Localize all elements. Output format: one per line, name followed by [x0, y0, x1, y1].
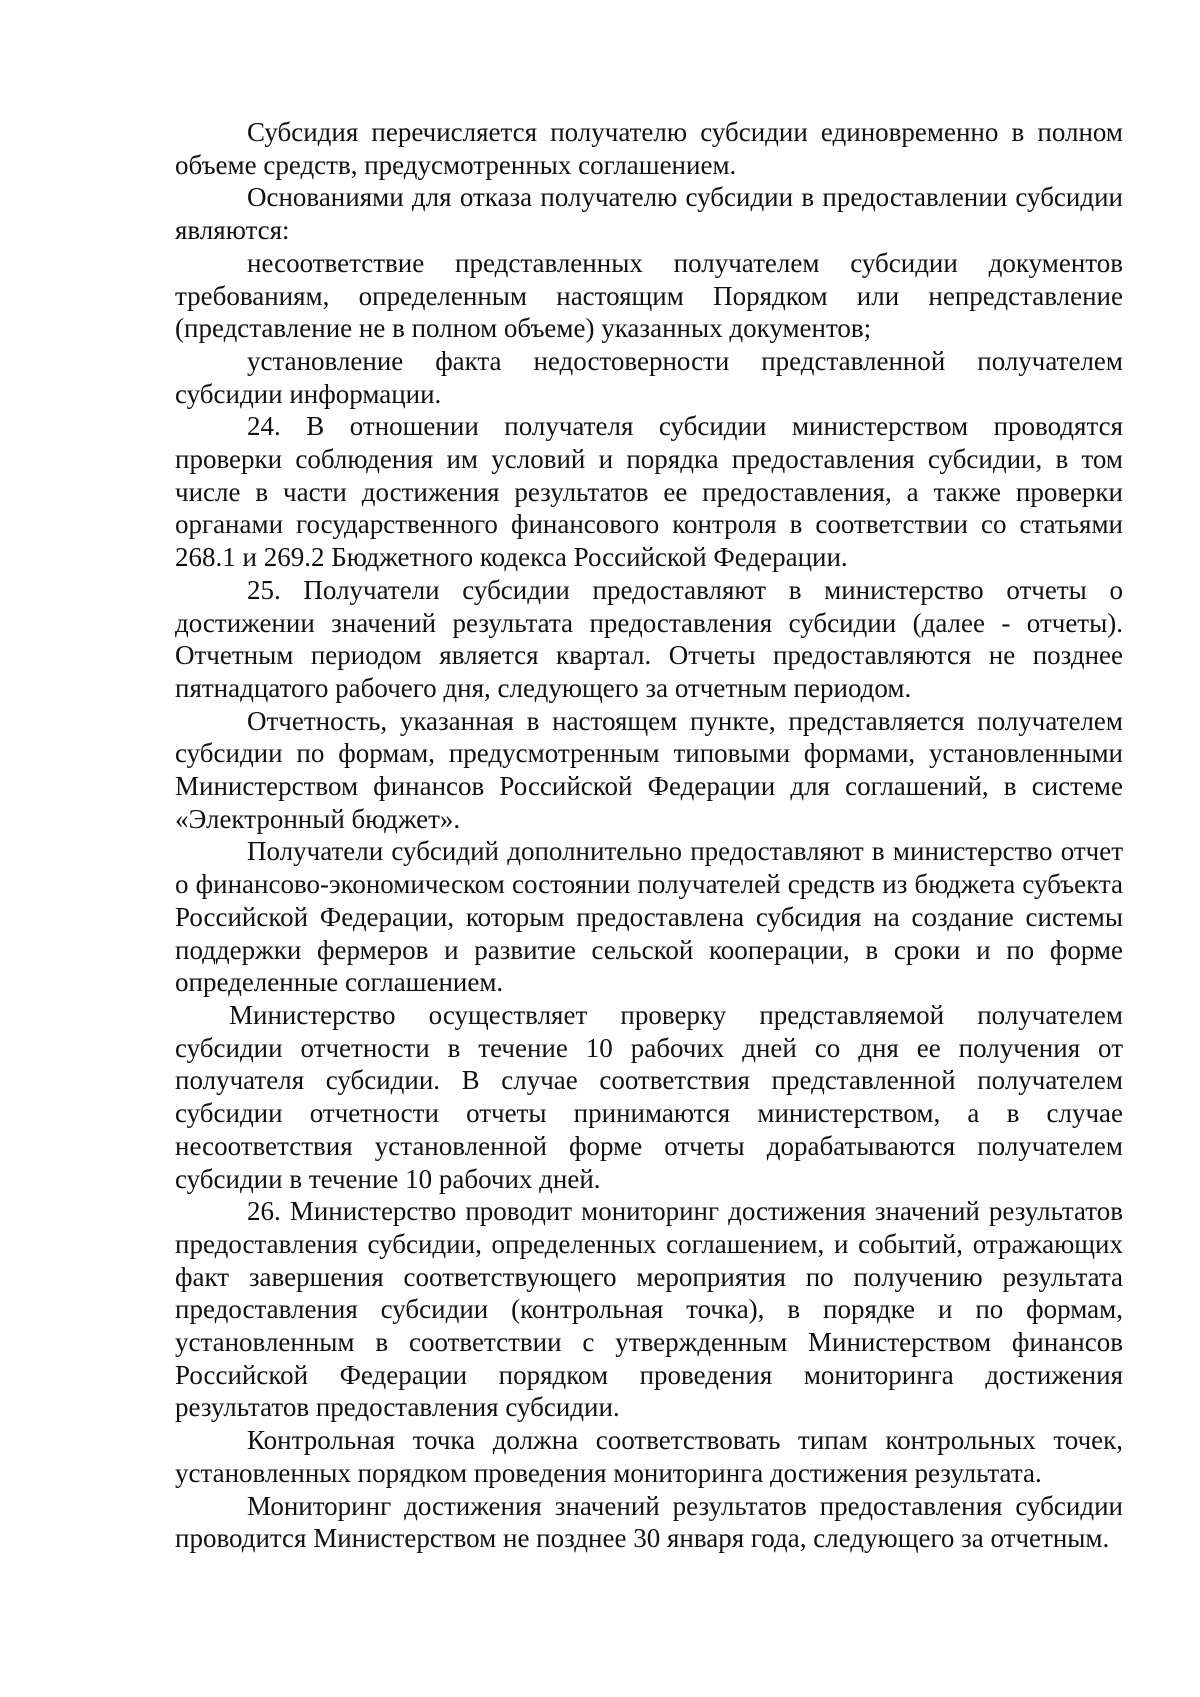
paragraph-transfer: Субсидия перечисляется получателю субсидии единовременно в полном объеме средств, предусмотренных соглашением. — [175, 117, 1123, 180]
paragraph-financial-report: Получатели субсидий дополнительно предоставляют в министерство отчет о финансово-экономическом состоянии получателей средств из бюджета субъекта Российской Федерации, которым предоставлена субсидия на создание системы поддержки фермеров и развитие сельской кооперации, в сроки и по форме определенные соглашением. — [175, 836, 1123, 998]
paragraph-refusal-grounds: Основаниями для отказа получателю субсидии в предоставлении субсидии являются: — [175, 182, 1123, 246]
paragraph-24: 24. В отношении получателя субсидии министерством проводятся проверки соблюдения им условий и порядка предоставления субсидии, в том числе в части достижения результатов ее предоставления, а также проверки органами государственного финансового контроля в соответствии со статьями 268.1 и 269.2 Бюджетного кодекса Российской Федерации. — [175, 411, 1123, 573]
paragraph-reporting-forms: Отчетность, указанная в настоящем пункте, представляется получателем субсидии по формам, предусмотренным типовыми формами, установленными Министерством финансов Российской Федерации для соглашений, в системе «Электронный бюджет». — [175, 705, 1123, 834]
paragraph-25: 25. Получатели субсидии предоставляют в министерство отчеты о достижении значений результата предоставления субсидии (далее - отчеты). Отчетным периодом является квартал. Отчеты предоставляются не позднее пятнадцатого рабочего дня, следующего за отчетным периодом. — [175, 574, 1123, 703]
paragraph-false-info: установление факта недостоверности представленной получателем субсидии информации. — [175, 345, 1123, 409]
paragraph-control-point: Контрольная точка должна соответствовать типам контрольных точек, установленных порядком проведения мониторинга достижения результата. — [175, 1425, 1123, 1488]
paragraph-monitoring: Мониторинг достижения значений результатов предоставления субсидии проводится Министерством не позднее 30 января года, следующего за отчетным. — [175, 1490, 1123, 1554]
paragraph-report-check: Министерство осуществляет проверку представляемой получателем субсидии отчетности в течение 10 рабочих дней со дня ее получения от получателя субсидии. В случае соответствия представленной получателем субсидии отчетности отчеты принимаются министерством, а в случае несоответствия установленной форме отчеты дорабатываются получателем субсидии в течение 10 рабочих дней. — [175, 999, 1123, 1194]
paragraph-26: 26. Министерство проводит мониторинг достижения значений результатов предоставления субсидии, определенных соглашением, и событий, отражающих факт завершения соответствующего мероприятия по получению результата предоставления субсидии (контрольная точка), в порядке и по формам, установленным в соответствии с утвержденным Министерством финансов Российской Федерации порядком проведения мониторинга достижения результатов предоставления субсидии. — [175, 1196, 1123, 1423]
document-body — [175, 116, 1123, 1555]
paragraph-docs-mismatch: несоответствие представленных получателем субсидии документов требованиям, определенным настоящим Порядком или непредставление (представление не в полном объеме) указанных документов; — [175, 247, 1123, 344]
